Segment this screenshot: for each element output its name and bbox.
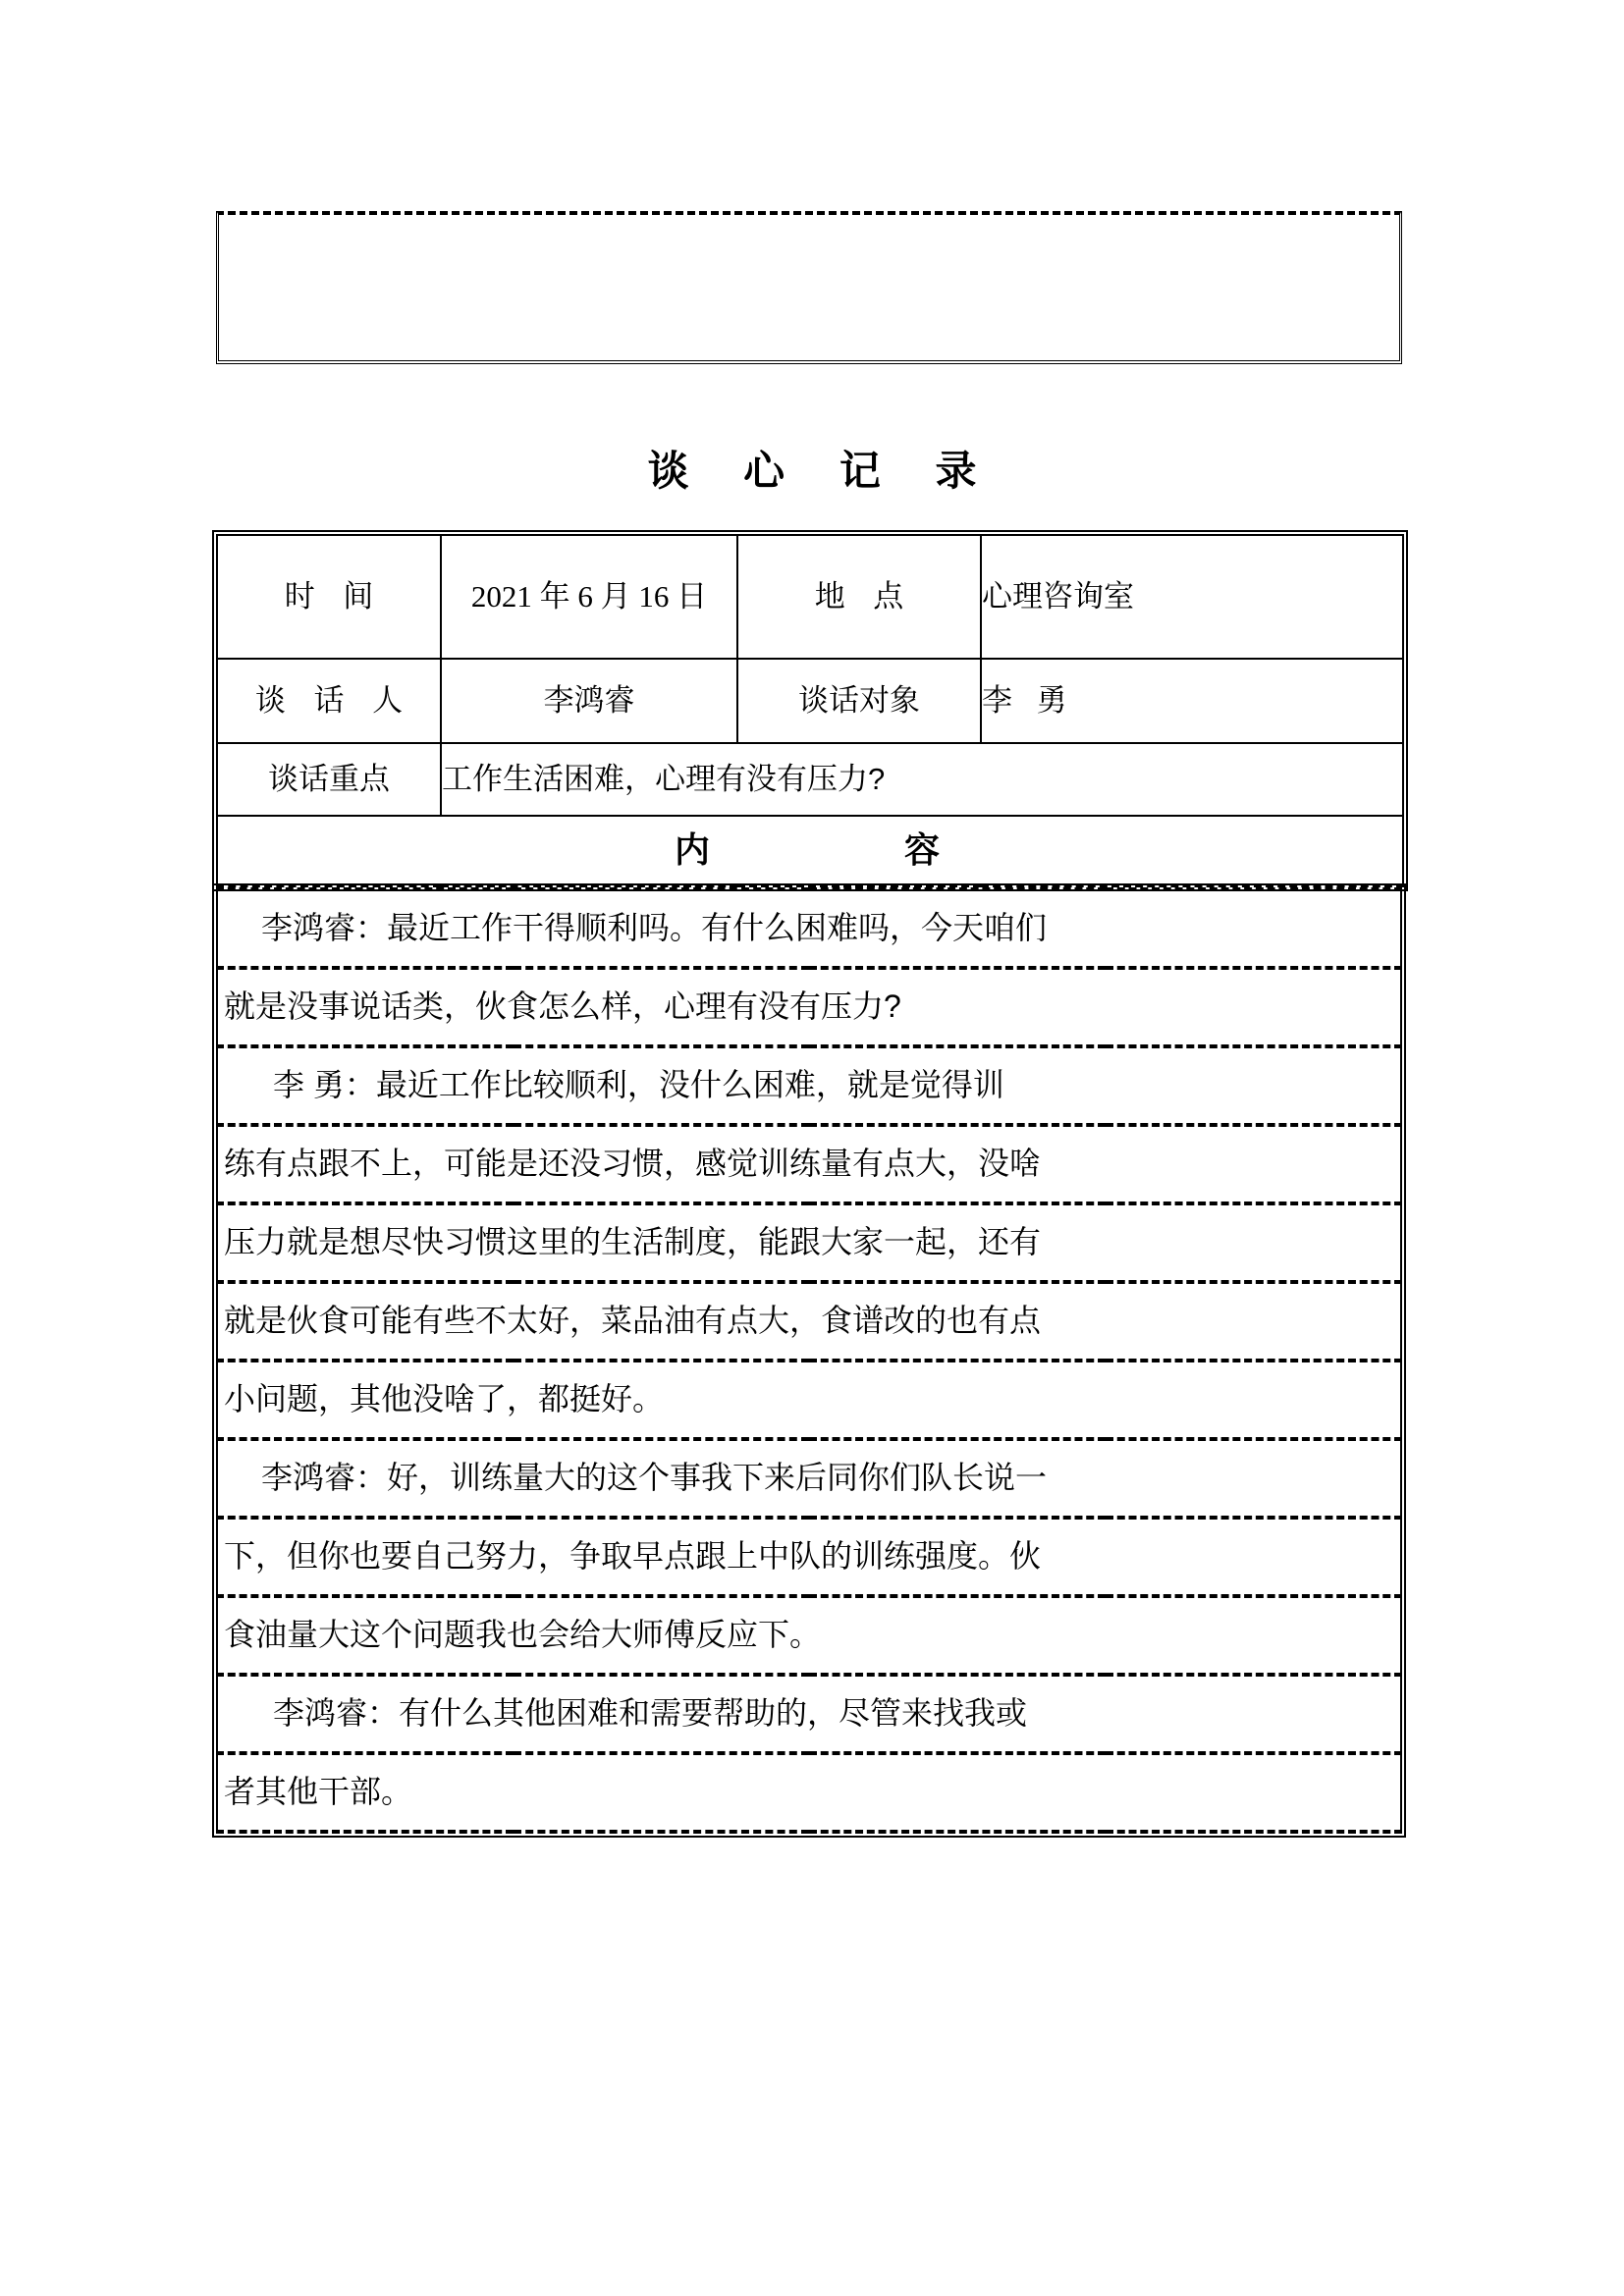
- content-line-text: 就是伙食可能有些不太好，菜品油有点大，食谱改的也有点: [217, 1282, 1401, 1361]
- page-title: 谈 心 记 录: [647, 448, 999, 494]
- label-interviewee: 谈话对象: [737, 659, 981, 743]
- content-line-row: [217, 1596, 1401, 1675]
- table-row-focus: [217, 743, 1403, 816]
- content-line-row: [217, 1518, 1401, 1596]
- content-lines-table: [216, 887, 1402, 1834]
- content-line-text: 李 勇：最近工作比较顺利，没什么困难，就是觉得训: [217, 1046, 1401, 1125]
- content-line-row: [217, 1046, 1401, 1125]
- label-interviewer: 谈 话 人: [217, 659, 441, 743]
- value-place: 心理咨询室: [981, 535, 1403, 659]
- value-interviewer: 李鸿睿: [441, 659, 737, 743]
- content-line-text: 者其他干部。: [217, 1753, 1401, 1832]
- content-header-cell: [217, 816, 1403, 885]
- content-line-text: 李鸿睿：有什么其他困难和需要帮助的，尽管来找我或: [217, 1675, 1401, 1753]
- content-line-row: [217, 1361, 1401, 1439]
- value-focus: 工作生活困难，心理有没有压力?: [441, 743, 1403, 816]
- content-line-row: [217, 1203, 1401, 1282]
- content-line-text: 压力就是想尽快习惯这里的生活制度，能跟大家一起，还有: [217, 1203, 1401, 1282]
- talk-record-table: [216, 534, 1404, 887]
- content-line-text: 李鸿睿：最近工作干得顺利吗。有什么困难吗，今天咱们: [217, 889, 1401, 968]
- content-line-row: [217, 968, 1401, 1046]
- content-line-row: [217, 1282, 1401, 1361]
- label-focus: 谈话重点: [217, 743, 441, 816]
- content-line-text: 李鸿睿：好，训练量大的这个事我下来后同你们队长说一: [217, 1439, 1401, 1518]
- table-body: [217, 535, 1403, 885]
- content-header-label: 内 容: [674, 829, 947, 871]
- content-line-row: [217, 1125, 1401, 1203]
- content-line-row: [217, 1439, 1401, 1518]
- table-row-content-header: [217, 816, 1403, 885]
- content-line-text: 食油量大这个问题我也会给大师傅反应下。: [217, 1596, 1401, 1675]
- table-row-people: [217, 659, 1403, 743]
- value-time: 2021 年 6 月 16 日: [441, 535, 737, 659]
- content-line-text: 小问题，其他没啥了，都挺好。: [217, 1361, 1401, 1439]
- content-line-text: 就是没事说话类，伙食怎么样，心理有没有压力?: [217, 968, 1401, 1046]
- content-line-text: 下，但你也要自己努力，争取早点跟上中队的训练强度。伙: [217, 1518, 1401, 1596]
- content-line-row: [217, 1753, 1401, 1832]
- table-row-time: [217, 535, 1403, 659]
- content-line-row: [217, 889, 1401, 968]
- content-lines-body: [217, 889, 1401, 1832]
- content-line-row: [217, 1675, 1401, 1753]
- label-time: 时 间: [217, 535, 441, 659]
- value-interviewee: 李 勇: [981, 659, 1403, 743]
- header-box: [216, 211, 1402, 364]
- label-place: 地 点: [737, 535, 981, 659]
- content-line-text: 练有点跟不上，可能是还没习惯，感觉训练量有点大，没啥: [217, 1125, 1401, 1203]
